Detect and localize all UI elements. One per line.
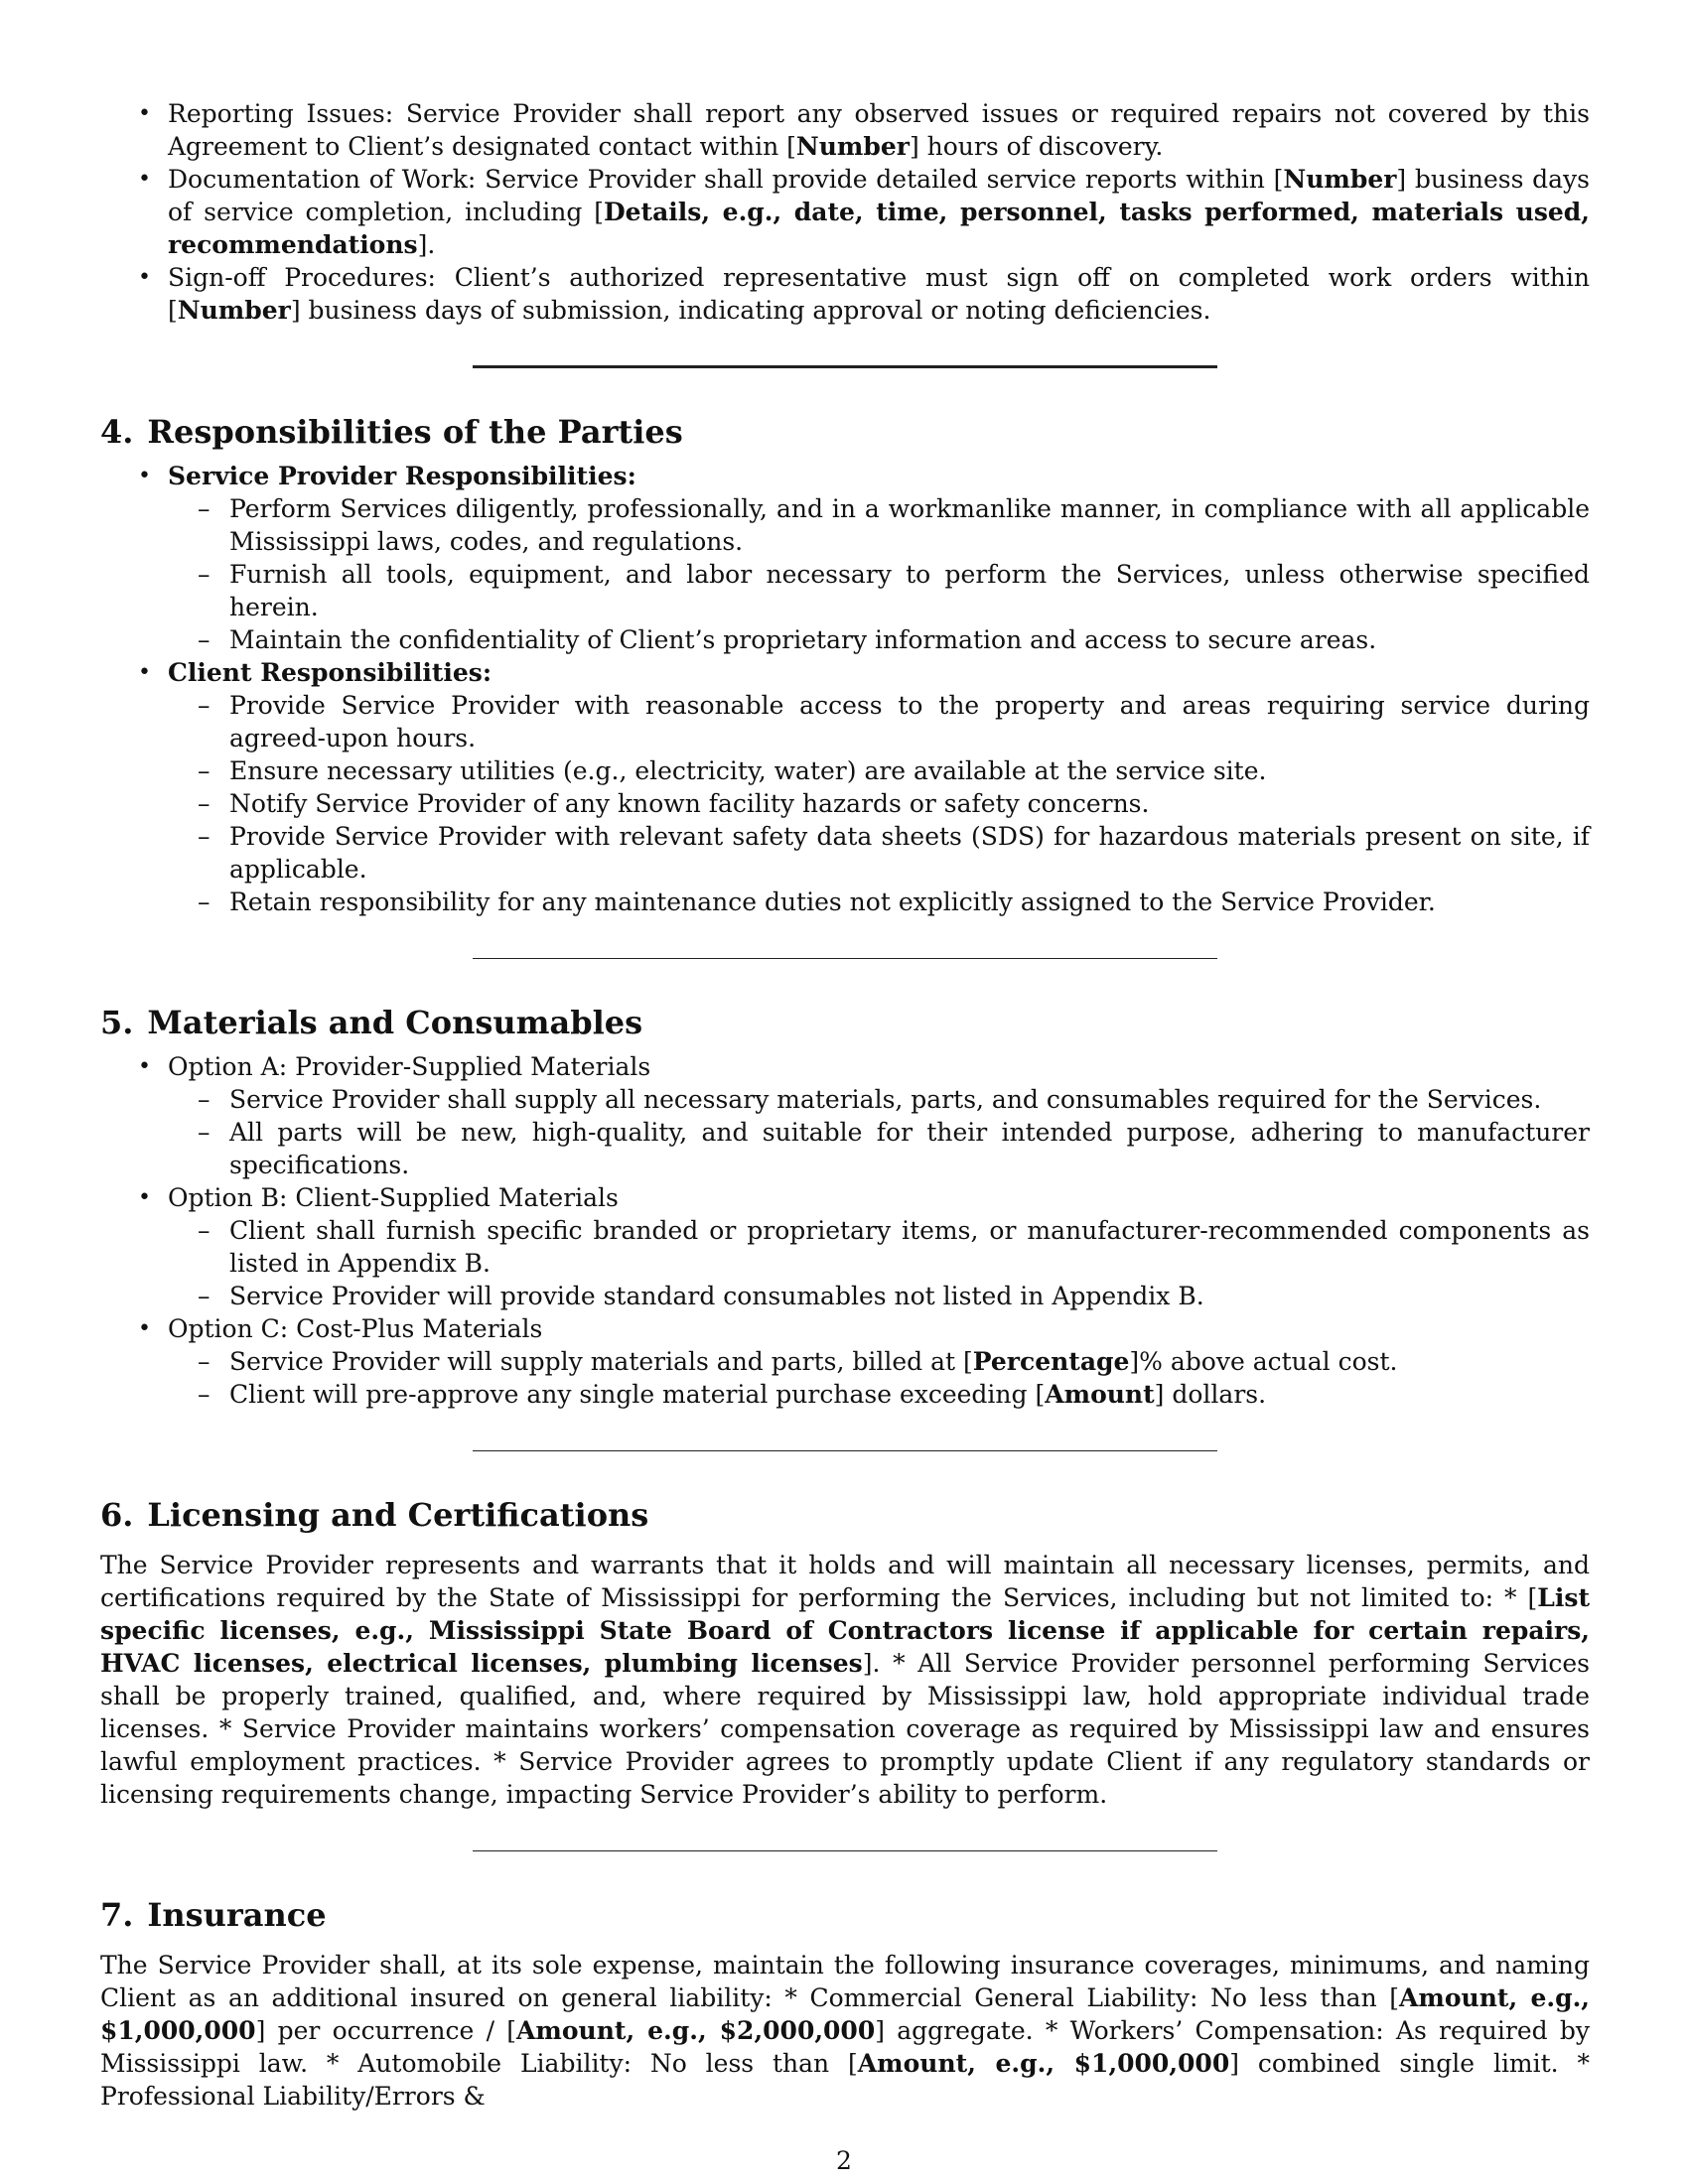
list-item: – Service Provider will supply materials and parts, billed at [Percentage]% above actual cost. <box>168 1345 1590 1378</box>
section-heading: 6. Licensing and Certifications <box>100 1496 649 1534</box>
list-item: – Notify Service Provider of any known facility hazards or safety concerns. <box>168 787 1590 820</box>
insurance-paragraph: The Service Provider shall, at its sole expense, maintain the following insurance coverages, minimums, and naming Client as an additional insured on general liability: * Commercial General Liability: No less than [Amount, e.g., $1,000,000] per occurrence / [Amount, e.g., $2,000,000] aggregate. * Workers’ Compensation: As required by Mississippi law. * Automobile Liability: No less than [Amount, e.g., $1,000,000] combined single limit. * Professional Liability/Errors & <box>100 1951 1591 2111</box>
list-item: – Client shall furnish specific branded or proprietary items, or manufacturer-recommended components as listed in Appendix B. <box>168 1214 1590 1280</box>
provider-responsibilities <box>168 492 1590 656</box>
page-number: 2 <box>836 2146 852 2175</box>
list-item: • Client Responsibilities: – Provide Service Provider with reasonable access to the property and areas requiring service during agreed-upon hours. – Ensure necessary utilities (e.g., electricity, water) are available at the service site. – Notify Service Provider of any known facility hazards or safety concerns. – Provide Service Provider with relevant safety data sheets (SDS) for hazardous materials present on site, if applicable. – Retain responsibility for any maintenance duties not explicitly assigned to the Service Provider. <box>100 656 1590 918</box>
section-heading: 7. Insurance <box>100 1896 327 1934</box>
reporting-list <box>100 97 1590 327</box>
option-b-items <box>168 1214 1590 1312</box>
section-heading: 4. Responsibilities of the Parties <box>100 413 683 451</box>
list-item: – Maintain the confidentiality of Client’s proprietary information and access to secure areas. <box>168 623 1590 656</box>
list-item: • Reporting Issues: Service Provider shall report any observed issues or required repairs not covered by this Agreement to Client’s designated contact within [Number] hours of discovery. <box>100 97 1590 163</box>
responsibilities-list <box>100 460 1590 918</box>
list-item: • Option C: Cost-Plus Materials – Service Provider will supply materials and parts, billed at [Percentage]% above actual cost. – Client will pre-approve any single material purchase exceeding [Amount] dollars. <box>100 1312 1590 1411</box>
list-item: • Option B: Client-Supplied Materials – Client shall furnish specific branded or proprietary items, or manufacturer-recommended components as listed in Appendix B. – Service Provider will provide standard consumables not listed in Appendix B. <box>100 1181 1590 1312</box>
list-item: – All parts will be new, high-quality, and suitable for their intended purpose, adhering to manufacturer specifications. <box>168 1116 1590 1181</box>
materials-list <box>100 1050 1590 1411</box>
document-page <box>100 97 1590 2113</box>
list-item: • Option A: Provider-Supplied Materials – Service Provider shall supply all necessary materials, parts, and consumables required for the Services. – All parts will be new, high-quality, and suitable for their intended purpose, adhering to manufacturer specifications. <box>100 1050 1590 1181</box>
licensing-paragraph: The Service Provider represents and warrants that it holds and will maintain all necessary licenses, permits, and certifications required by the State of Mississippi for performing the Services, including but not limited to: * [List specific licenses, e.g., Mississippi State Board of Contractors license if applicable for certain repairs, HVAC licenses, electrical licenses, plumbing licenses]. * All Service Provider personnel performing Services shall be properly trained, qualified, and, where required by Mississippi law, hold appropriate individual trade licenses. * Service Provider maintains workers’ compensation coverage as required by Mississippi law and ensures lawful employment practices. * Service Provider agrees to promptly update Client if any regulatory standards or licensing requirements change, impacting Service Provider’s ability to perform. <box>100 1551 1590 1809</box>
list-item: – Service Provider will provide standard consumables not listed in Appendix B. <box>168 1280 1590 1312</box>
list-item: – Client will pre-approve any single material purchase exceeding [Amount] dollars. <box>168 1378 1590 1411</box>
list-item: – Provide Service Provider with reasonable access to the property and areas requiring service during agreed-upon hours. <box>168 689 1590 754</box>
list-item: – Service Provider shall supply all necessary materials, parts, and consumables required for the Services. <box>168 1083 1590 1116</box>
list-item: – Ensure necessary utilities (e.g., electricity, water) are available at the service site. <box>168 754 1590 787</box>
list-item: – Furnish all tools, equipment, and labor necessary to perform the Services, unless otherwise specified herein. <box>168 558 1590 623</box>
list-item: – Provide Service Provider with relevant safety data sheets (SDS) for hazardous materials present on site, if applicable. <box>168 820 1590 886</box>
client-responsibilities <box>168 689 1590 918</box>
section-heading: 5. Materials and Consumables <box>100 1004 643 1041</box>
list-item: • Service Provider Responsibilities: – Perform Services diligently, professionally, and in a workmanlike manner, in compliance with all applicable Mississippi laws, codes, and regulations. – Furnish all tools, equipment, and labor necessary to perform the Services, unless otherwise specified herein. – Maintain the confidentiality of Client’s proprietary information and access to secure areas. <box>100 460 1590 656</box>
list-item: • Documentation of Work: Service Provider shall provide detailed service reports within [Number] business days of service completion, including [Details, e.g., date, time, personnel, tasks performed, materials used, recommendations]. <box>100 163 1590 261</box>
option-a-items <box>168 1083 1590 1181</box>
list-item: • Sign-off Procedures: Client’s authorized representative must sign off on completed work orders within [Number] business days of submission, indicating approval or noting deficiencies. <box>100 261 1590 327</box>
option-c-items <box>168 1345 1590 1411</box>
list-item: – Retain responsibility for any maintenance duties not explicitly assigned to the Service Provider. <box>168 886 1590 918</box>
list-item: – Perform Services diligently, professionally, and in a workmanlike manner, in compliance with all applicable Mississippi laws, codes, and regulations. <box>168 492 1590 558</box>
